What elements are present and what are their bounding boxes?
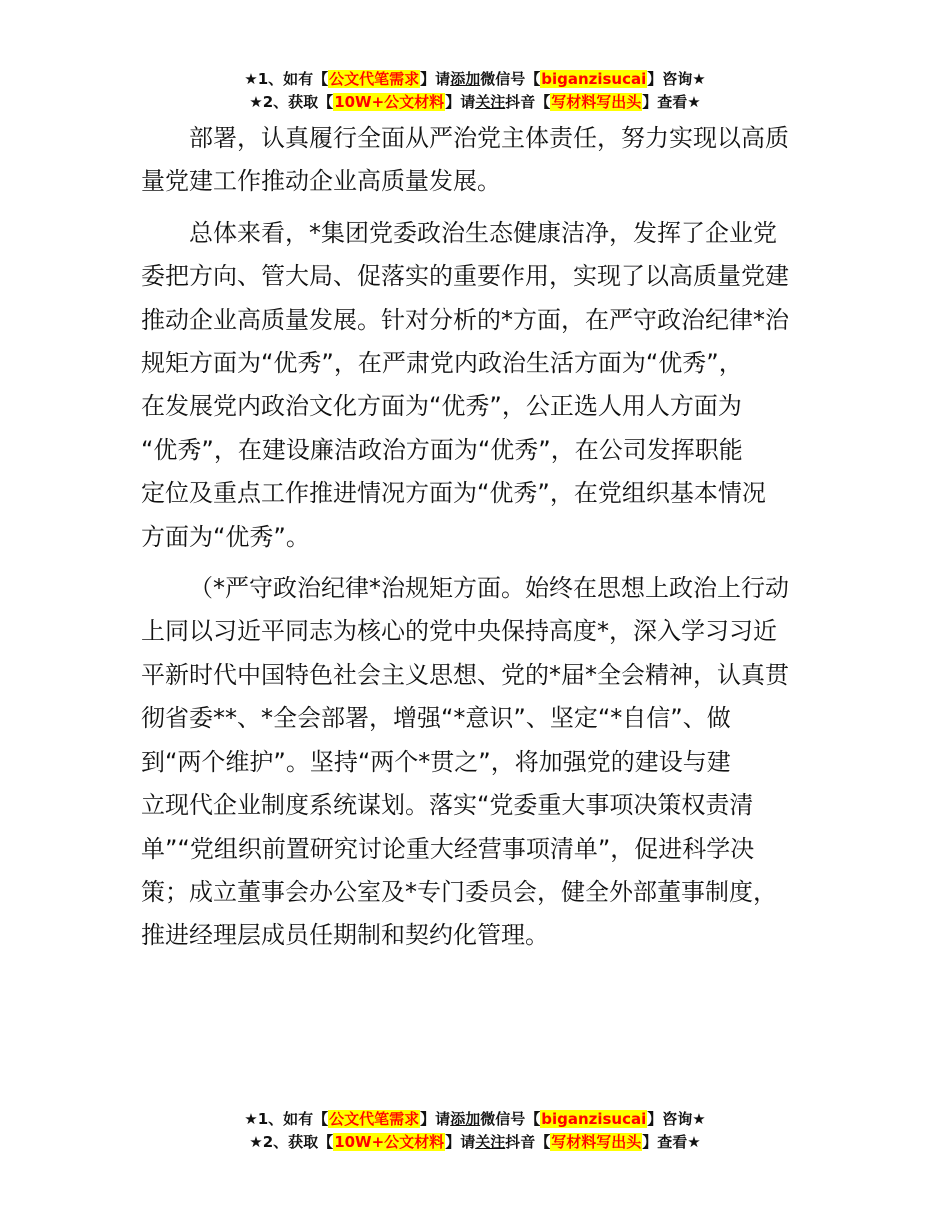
banner-highlight: biganzisucai <box>541 70 647 88</box>
banner-highlight: biganzisucai <box>541 1110 647 1128</box>
banner-text: 】请 <box>420 1110 451 1128</box>
text-line: 方面为“优秀”。 <box>141 522 310 551</box>
text-line: 规矩方面为“优秀”，在严肃党内政治生活方面为“优秀”， <box>141 349 743 378</box>
header-banner <box>0 68 950 114</box>
banner-text: 抖音【 <box>505 1133 551 1151</box>
text-line: 定位及重点工作推进情况方面为“优秀”，在党组织基本情况 <box>141 479 766 508</box>
banner-text: 】咨询★ <box>647 1110 706 1128</box>
banner-underlined: 关注 <box>475 1133 506 1151</box>
banner-text: ★1、如有【 <box>244 70 329 88</box>
text-line: （*严守政治纪律*治规矩方面。始终在思想上政治上行动 <box>189 574 789 603</box>
banner-highlight: 公文代笔需求 <box>329 1110 420 1128</box>
text-line: 总体来看，*集团党委政治生态健康洁净，发挥了企业党 <box>189 218 777 247</box>
banner-underlined: 添加 <box>450 70 481 88</box>
banner-text: ★2、获取【 <box>249 1133 334 1151</box>
paragraph-1 <box>141 117 813 204</box>
text-line: 委把方向、管大局、促落实的重要作用，实现了以高质量党建 <box>141 262 789 291</box>
text-line: 立现代企业制度系统谋划。落实“党委重大事项决策权责清 <box>141 791 754 820</box>
banner-text: 】请 <box>445 1133 476 1151</box>
banner-line-2 <box>0 1131 950 1154</box>
banner-underlined: 添加 <box>450 1110 481 1128</box>
banner-text: 】请 <box>445 93 476 111</box>
text-line: 彻省委**、*全会部署，增强“*意识”、坚定“*自信”、做 <box>141 704 731 733</box>
footer-banner <box>0 1108 950 1154</box>
text-line: 推动企业高质量发展。针对分析的*方面，在严守政治纪律*治 <box>141 305 789 334</box>
text-line: 部署，认真履行全面从严治党主体责任，努力实现以高质 <box>189 124 789 152</box>
banner-line-1 <box>0 1108 950 1131</box>
banner-text: 】查看★ <box>642 93 701 111</box>
text-line: 到“两个维护”。坚持“两个*贯之”，将加强党的建设与建 <box>141 747 731 776</box>
banner-text: 抖音【 <box>505 93 551 111</box>
banner-text: 】查看★ <box>642 1133 701 1151</box>
banner-line-1 <box>0 68 950 91</box>
banner-text: ★1、如有【 <box>244 1110 329 1128</box>
banner-highlight: 写材料写出头 <box>551 93 642 111</box>
paragraph-2 <box>141 212 813 559</box>
text-line: 在发展党内政治文化方面为“优秀”，公正选人用人方面为 <box>141 392 742 421</box>
text-line: 平新时代中国特色社会主义思想、党的*届*全会精神，认真贯 <box>141 660 789 689</box>
banner-underlined: 关注 <box>475 93 506 111</box>
banner-highlight: 10W+公文材料 <box>334 1133 445 1151</box>
banner-highlight: 写材料写出头 <box>551 1133 642 1151</box>
text-line: 上同以习近平同志为核心的党中央保持高度*，深入学习习近 <box>141 617 777 646</box>
text-line: “优秀”，在建设廉洁政治方面为“优秀”，在公司发挥职能 <box>141 435 743 464</box>
text-line: 单”“党组织前置研究讨论重大经营事项清单”，促进科学决 <box>141 834 755 863</box>
banner-text: 微信号【 <box>480 70 541 88</box>
text-line: 量党建工作推动企业高质量发展。 <box>141 167 501 196</box>
document-body <box>141 117 813 966</box>
banner-highlight: 10W+公文材料 <box>334 93 445 111</box>
text-line: 推进经理层成员任期制和契约化管理。 <box>141 921 549 950</box>
banner-text: 】咨询★ <box>647 70 706 88</box>
banner-line-2 <box>0 91 950 114</box>
text-line: 策；成立董事会办公室及*专门委员会，健全外部董事制度， <box>141 877 777 906</box>
banner-text: 微信号【 <box>480 1110 541 1128</box>
banner-text: 】请 <box>420 70 451 88</box>
banner-highlight: 公文代笔需求 <box>329 70 420 88</box>
banner-text: ★2、获取【 <box>249 93 334 111</box>
paragraph-3 <box>141 567 813 958</box>
